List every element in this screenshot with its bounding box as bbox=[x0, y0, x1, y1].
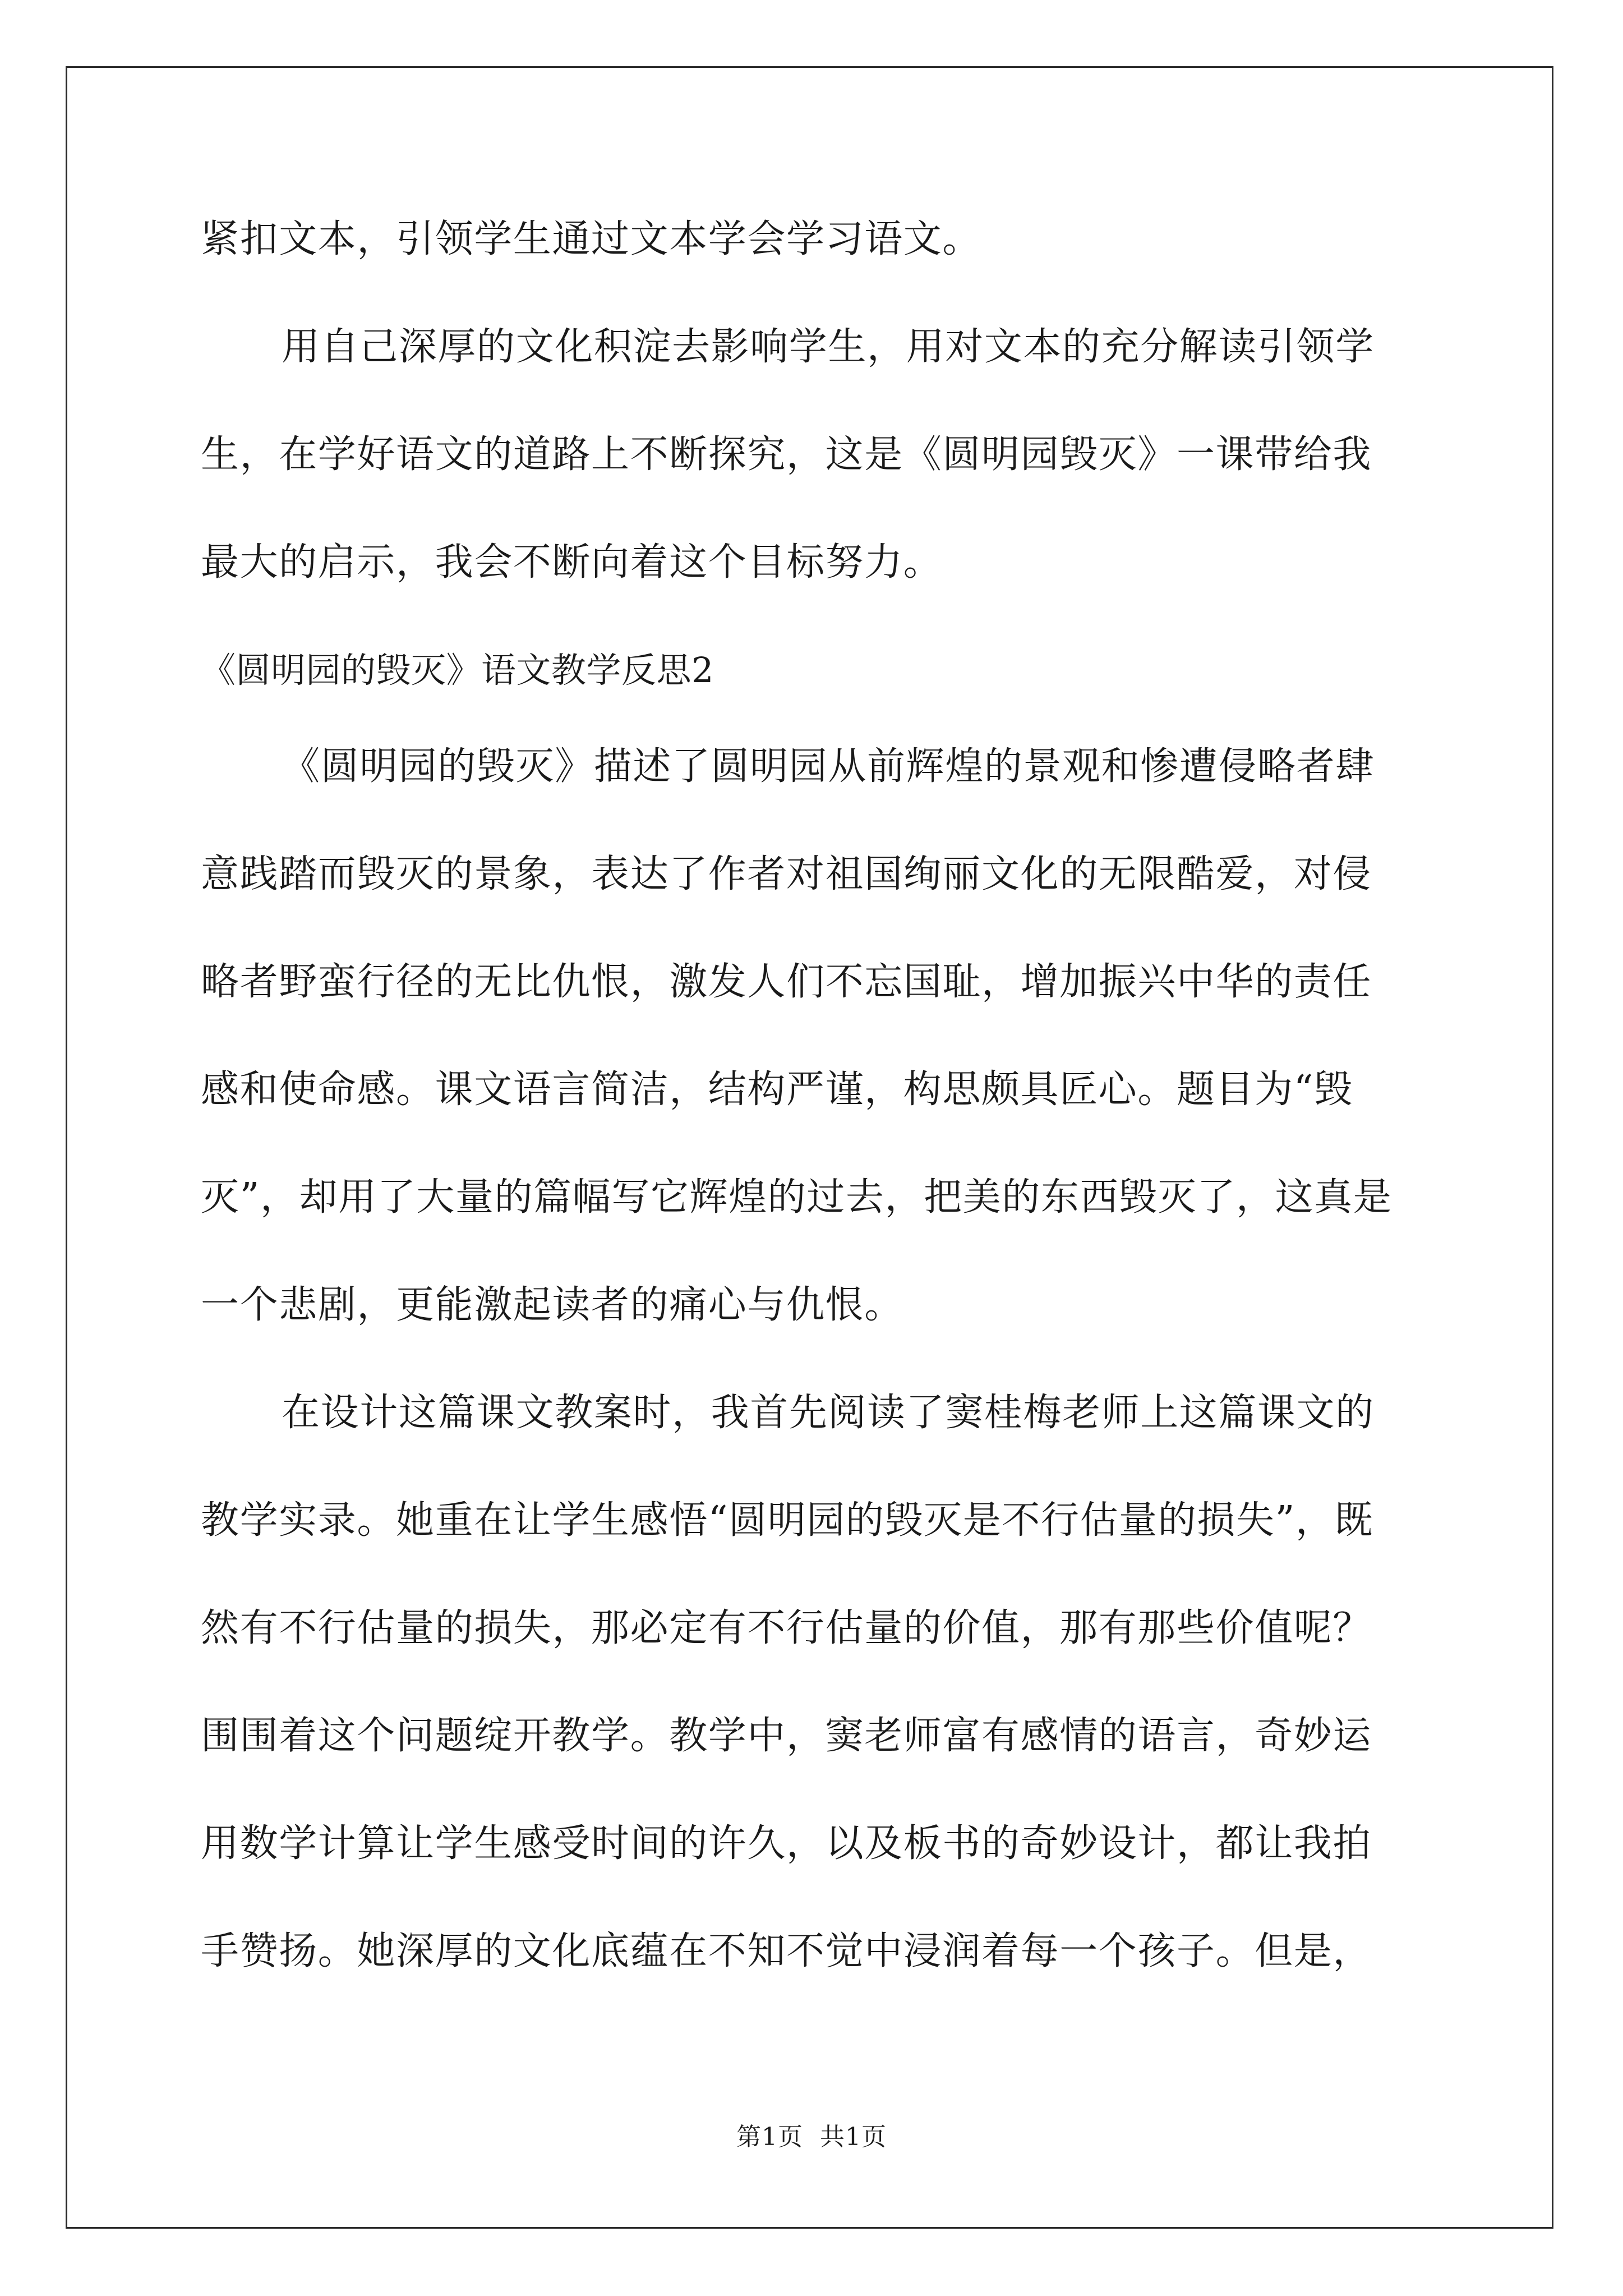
text-line: 意践踏而毁灭的景象，表达了作者对祖国绚丽文化的无限酷爱，对侵 bbox=[201, 852, 1372, 896]
section-heading: 《圆明园的毁灭》语文教学反思2 bbox=[201, 650, 714, 691]
document-body bbox=[201, 212, 1423, 2032]
text-line: 最大的启示，我会不断向着这个目标努力。 bbox=[201, 540, 943, 585]
text-line: 紧扣文本，引领学生通过文本学会学习语文。 bbox=[201, 217, 982, 261]
text-line: 略者野蛮行径的无比仇恨，激发人们不忘国耻，增加振兴中华的责任 bbox=[201, 960, 1372, 1004]
text-line: 灭”，却用了大量的篇幅写它辉煌的过去，把美的东西毁灭了，这真是 bbox=[201, 1175, 1393, 1220]
paragraph-start-line: 用自己深厚的文化积淀去影响学生，用对文本的充分解读引领学 bbox=[282, 325, 1375, 369]
text-line: 手赞扬。她深厚的文化底蕴在不知不觉中浸润着每一个孩子。但是， bbox=[201, 1929, 1372, 1973]
page-number-footer: 第1页 共1页 bbox=[736, 2123, 887, 2151]
paragraph-start-line: 在设计这篇课文教案时，我首先阅读了窦桂梅老师上这篇课文的 bbox=[282, 1391, 1375, 1435]
text-line: 教学实录。她重在让学生感悟“圆明园的毁灭是不行估量的损失”，既 bbox=[201, 1498, 1374, 1543]
text-line: 然有不行估量的损失，那必定有不行估量的价值，那有那些价值呢？ bbox=[201, 1606, 1372, 1650]
paragraph-start-line: 《圆明园的毁灭》描述了圆明园从前辉煌的景观和惨遭侵略者肆 bbox=[282, 744, 1375, 789]
text-line: 一个悲剧，更能激起读者的痛心与仇恨。 bbox=[201, 1283, 903, 1327]
text-line: 用数学计算让学生感受时间的许久，以及板书的奇妙设计，都让我拍 bbox=[201, 1821, 1372, 1866]
text-line: 感和使命感。课文语言简洁，结构严谨，构思颇具匠心。题目为“毁 bbox=[201, 1068, 1353, 1112]
text-line: 生，在学好语文的道路上不断探究，这是《圆明园毁灭》一课带给我 bbox=[201, 432, 1372, 477]
text-line: 围围着这个问题绽开教学。教学中，窦老师富有感情的语言，奇妙运 bbox=[201, 1714, 1372, 1758]
